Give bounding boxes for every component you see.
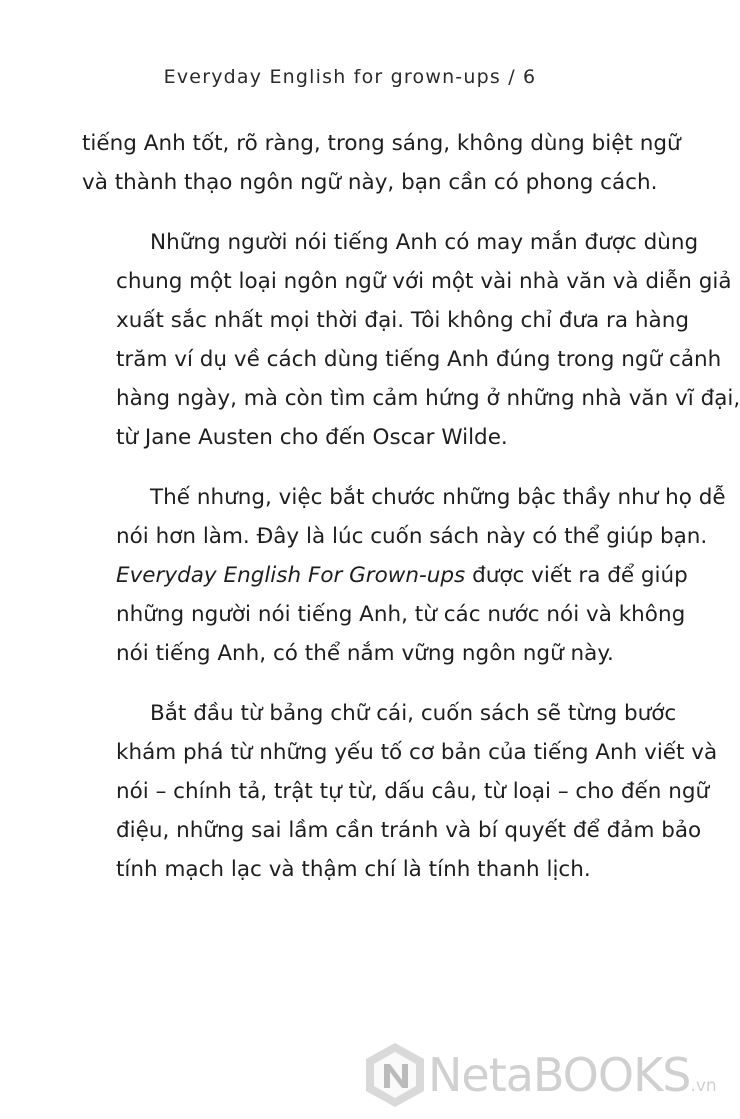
netabooks-logo-icon — [362, 1040, 428, 1110]
text-line-with-title — [82, 556, 688, 595]
paragraph-4 — [82, 694, 718, 889]
paragraph-3 — [82, 478, 726, 673]
watermark-brand: NetaBOOKS — [428, 1048, 691, 1102]
text-line: hàng ngày, mà còn tìm cảm hứng ở những nhà văn vĩ đại, — [116, 386, 740, 411]
paragraph-1 — [82, 124, 681, 202]
watermark-text — [428, 1048, 717, 1102]
text-line: từ Jane Austen cho đến Oscar Wilde. — [116, 425, 508, 450]
text-line: nói hơn làm. Đây là lúc cuốn sách này có thể giúp bạn. — [116, 524, 708, 549]
text-line: nói tiếng Anh, có thể nắm vững ngôn ngữ này. — [116, 641, 614, 666]
text-line: Những người nói tiếng Anh có may mắn được dùng — [150, 230, 699, 255]
text-line: Bắt đầu từ bảng chữ cái, cuốn sách sẽ từng bước — [150, 701, 677, 726]
watermark — [362, 1040, 717, 1110]
page-body — [82, 124, 740, 910]
text-line: xuất sắc nhất mọi thời đại. Tôi không chỉ đưa ra hàng — [116, 308, 689, 333]
text-line: những người nói tiếng Anh, từ các nước nói và không — [116, 602, 686, 627]
text-line: chung một loại ngôn ngữ với một vài nhà văn và diễn giả — [116, 269, 732, 294]
text-line: tiếng Anh tốt, rõ ràng, trong sáng, không dùng biệt ngữ — [82, 131, 681, 156]
text-fragment: được viết ra để giúp — [465, 563, 688, 588]
text-line: nói – chính tả, trật tự từ, dấu câu, từ loại – cho đến ngữ — [116, 779, 710, 804]
running-header: Everyday English for grown-ups / 6 — [163, 66, 537, 88]
text-line: trăm ví dụ về cách dùng tiếng Anh đúng trong ngữ cảnh — [116, 347, 722, 372]
text-line: và thành thạo ngôn ngữ này, bạn cần có phong cách. — [82, 170, 658, 195]
watermark-suffix: .vn — [690, 1076, 717, 1096]
text-line: khám phá từ những yếu tố cơ bản của tiếng Anh viết và — [116, 740, 718, 765]
book-title: Everyday English For Grown-ups — [116, 563, 466, 588]
text-line: tính mạch lạc và thậm chí là tính thanh lịch. — [116, 857, 591, 882]
text-line: điệu, những sai lầm cần tránh và bí quyết để đảm bảo — [116, 818, 702, 843]
text-line: Thế nhưng, việc bắt chước những bậc thầy như họ dễ — [150, 485, 726, 510]
paragraph-2 — [82, 223, 740, 457]
